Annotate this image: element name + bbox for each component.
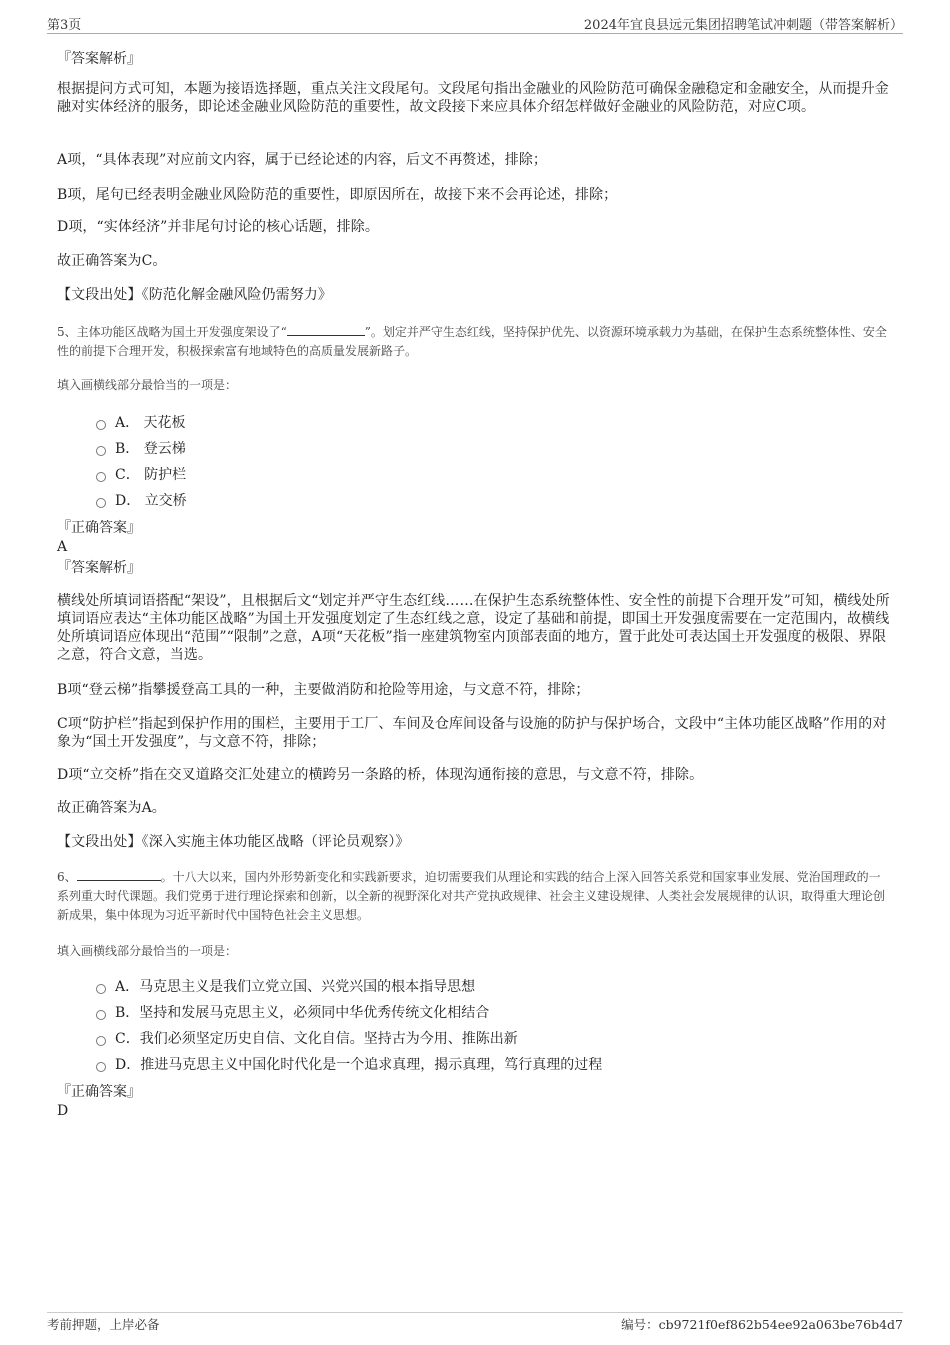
radio-icon[interactable] <box>96 446 106 456</box>
q6-option-c[interactable] <box>96 1027 518 1049</box>
q6-fill-blank <box>77 868 161 881</box>
radio-icon[interactable] <box>96 1062 106 1072</box>
q5-option-a[interactable] <box>96 411 186 433</box>
q5-fill-blank <box>287 323 365 336</box>
footer-slogan: 考前押题，上岸必备 <box>47 1317 160 1332</box>
q5-point-b: B项“登云梯”指攀援登高工具的一种，主要做消防和抢险等用途，与文意不符，排除； <box>57 682 590 698</box>
document-code: 编号：cb9721f0ef862b54ee92a063be76b4d7 <box>621 1317 903 1332</box>
q4-point-a: A项，“具体表现”对应前文内容，属于已经论述的内容，后文不再赘述，排除； <box>57 152 548 168</box>
q6-stem-prefix: 6、 <box>57 870 77 884</box>
page-footer <box>47 1312 903 1333</box>
document-title: 2024年宜良县远元集团招聘笔试冲刺题（带答案解析） <box>583 18 903 33</box>
q5-analysis-text: 横线处所填词语搭配“架设”，且根据后文“划定并严守生态红线……在保护生态系统整体性、安全性的前提下合理开发”可知，横线处所填词语应表达“主体功能区战略”为国土开发强度划定了生态红线之意，设定了基础和前提，即国土开发强度需要在一定范围内，故横线处所填词语应体现出“范围”“限制”之意，A项“天花板”指一座建筑物室内顶部表面的地方，置于此处可表达国土开发强度的极限、界限之意，符合文意，当选。 <box>57 593 890 663</box>
q4-point-b: B项，尾句已经表明金融业风险防范的重要性，即原因所在，故接下来不会再论述，排除； <box>57 187 618 203</box>
q6-answer-label: 『正确答案』 <box>57 1084 141 1100</box>
q5-stem <box>57 323 890 361</box>
q4-analysis-text: 根据提问方式可知，本题为接语选择题，重点关注文段尾句。文段尾句指出金融业的风险防范可确保金融稳定和金融安全，从而提升金融对实体经济的服务，即论述金融业风险防范的重要性，故文段接下来应具体介绍怎样做好金融业的风险防范，对应C项。 <box>57 81 889 115</box>
q5-option-d[interactable] <box>96 489 187 511</box>
q6-option-a[interactable] <box>96 975 475 997</box>
q4-point-d: D项，“实体经济”并非尾句讨论的核心话题，排除。 <box>57 219 379 235</box>
q5-prompt: 填入画横线部分最恰当的一项是： <box>57 378 238 392</box>
q6-option-a-label: A．马克思主义是我们立党立国、兴党兴国的根本指导思想 <box>115 979 476 995</box>
q6-stem-suffix: 。十八大以来，国内外形势新变化和实践新要求，迫切需要我们从理论和实践的结合上深入回答关系党和国家事业发展、党治国理政的一系列重大时代课题。我们党勇于进行理论探索和创新，以全新的视野深化对共产党执政规律、社会主义建设规律、人类社会发展规律的认识，取得重大理论创新成果，集中体现为习近平新时代中国特色社会主义思想。 <box>57 870 886 922</box>
radio-icon[interactable] <box>96 1036 106 1046</box>
q5-answer-label: 『正确答案』 <box>57 520 141 536</box>
q5-point-c: C项“防护栏”指起到保护作用的围栏，主要用于工厂、车间及仓库间设备与设施的防护与保护场合，文段中“主体功能区战略”作用的对象为“国土开发强度”，与文意不符，排除； <box>57 716 887 750</box>
q6-option-d-label: D．推进马克思主义中国化时代化是一个追求真理，揭示真理，笃行真理的过程 <box>115 1057 603 1073</box>
q4-source: 【文段出处】《防范化解金融风险仍需努力》 <box>57 287 332 303</box>
q5-option-c-label: C． 防护栏 <box>115 467 187 483</box>
q5-stem-suffix: ”。划定并严守生态红线，坚持保护优先、以资源环境承载力为基础，在保护生态系统整体性、安全性的前提下合理开发，积极探索富有地域特色的高质量发展新路子。 <box>57 325 887 358</box>
radio-icon[interactable] <box>96 498 106 508</box>
q5-analysis-label: 『答案解析』 <box>57 560 141 576</box>
q6-option-d[interactable] <box>96 1053 602 1075</box>
q6-option-b-label: B．坚持和发展马克思主义，必须同中华优秀传统文化相结合 <box>115 1005 490 1021</box>
page-number: 第3页 <box>47 18 82 33</box>
q4-conclusion: 故正确答案为C。 <box>57 253 167 269</box>
q5-option-d-label: D． 立交桥 <box>115 493 187 509</box>
q5-option-b-label: B． 登云梯 <box>115 441 186 457</box>
q5-option-b[interactable] <box>96 437 186 459</box>
page-header <box>47 14 903 34</box>
q6-stem <box>57 868 890 925</box>
q5-option-a-label: A． 天花板 <box>115 415 186 431</box>
radio-icon[interactable] <box>96 984 106 994</box>
q5-point-d: D项“立交桥”指在交叉道路交汇处建立的横跨另一条路的桥，体现沟通衔接的意思，与文意不符，排除。 <box>57 767 704 783</box>
radio-icon[interactable] <box>96 1010 106 1020</box>
radio-icon[interactable] <box>96 420 106 430</box>
q5-stem-prefix: 5、主体功能区战略为国土开发强度架设了“ <box>57 325 287 339</box>
q5-option-c[interactable] <box>96 463 186 485</box>
q6-option-c-label: C．我们必须坚定历史自信、文化自信。坚持古为今用、推陈出新 <box>115 1031 518 1047</box>
q6-option-b[interactable] <box>96 1001 489 1023</box>
q6-prompt: 填入画横线部分最恰当的一项是： <box>57 944 238 958</box>
q5-source: 【文段出处】《深入实施主体功能区战略（评论员观察）》 <box>57 834 410 850</box>
q5-conclusion: 故正确答案为A。 <box>57 800 166 816</box>
radio-icon[interactable] <box>96 472 106 482</box>
q6-answer: D <box>57 1103 69 1119</box>
q4-analysis-label: 『答案解析』 <box>57 51 141 67</box>
q5-answer: A <box>57 539 68 555</box>
